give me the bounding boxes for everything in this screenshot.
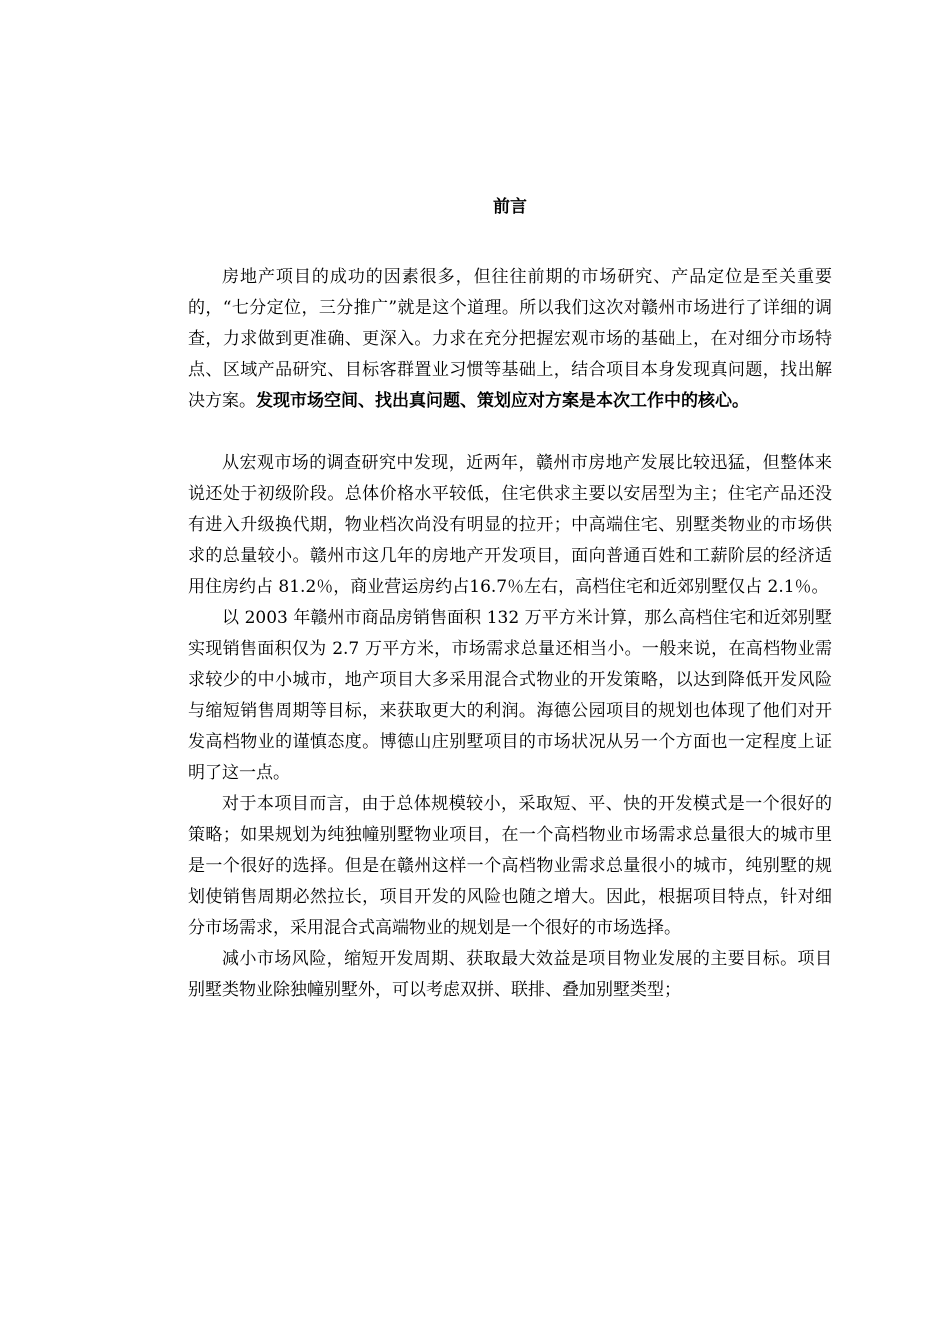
paragraph-risk-reduction: 减小市场风险，缩短开发周期、获取最大效益是项目物业发展的主要目标。项目别墅类物业除独幢别墅外，可以考虑双拼、联排、叠加别墅类型； xyxy=(188,949,832,1000)
paragraph-intro-text: 房地产项目的成功的因素很多，但往往前期的市场研究、产品定位是至关重要的，“七分定位，三分推广”就是这个道理。所以我们这次对赣州市场进行了详细的调查，力求做到更准确、更深入。力求在充分把握宏观市场的基础上，在对细分市场特点、区域产品研究、目标客群置业习惯等基础上，结合项目本身发现真问题，找出解决方案。 xyxy=(188,267,832,411)
paragraph-macro-market: 从宏观市场的调查研究中发现，近两年，赣州市房地产发展比较迅猛，但整体来说还处于初级阶段。总体价格水平较低，住宅供求主要以安居型为主；住宅产品还没有进入升级换代期，物业档次尚没有明显的拉开；中高端住宅、别墅类物业的市场供求的总量较小。赣州市这几年的房地产开发项目，面向普通百姓和工薪阶层的经济适用住房约占 81.2％，商业营运房约占16.7％左右，高档住宅和近郊别墅仅占 2.1％。 xyxy=(188,453,832,597)
paragraph-intro-bold: 发现市场空间、找出真问题、策划应对方案是本次工作中的核心。 xyxy=(256,391,749,411)
paragraph-sales-area: 以 2003 年赣州市商品房销售面积 132 万平方米计算，那么高档住宅和近郊别墅实现销售面积仅为 2.7 万平方米，市场需求总量还相当小。一般来说，在高档物业需求较少的中小城市，地产项目大多采用混合式物业的开发策略，以达到降低开发风险与缩短销售周期等目标，来获取更大的利润。海德公园项目的规划也体现了他们对开发高档物业的谨慎态度。博德山庄别墅项目的市场状况从另一个方面也一定程度上证明了这一点。 xyxy=(188,608,832,783)
paragraph-project-strategy: 对于本项目而言，由于总体规模较小，采取短、平、快的开发模式是一个很好的策略；如果规划为纯独幢别墅物业项目，在一个高档物业市场需求总量很大的城市里是一个很好的选择。但是在赣州这样一个高档物业需求总量很小的城市，纯别墅的规划使销售周期必然拉长，项目开发的风险也随之增大。因此，根据项目特点，针对细分市场需求，采用混合式高端物业的规划是一个很好的市场选择。 xyxy=(188,794,832,938)
paragraph-intro xyxy=(188,262,832,417)
document-title: 前言 xyxy=(493,197,527,217)
paragraph-gap xyxy=(188,417,832,448)
document-page xyxy=(188,196,832,1006)
